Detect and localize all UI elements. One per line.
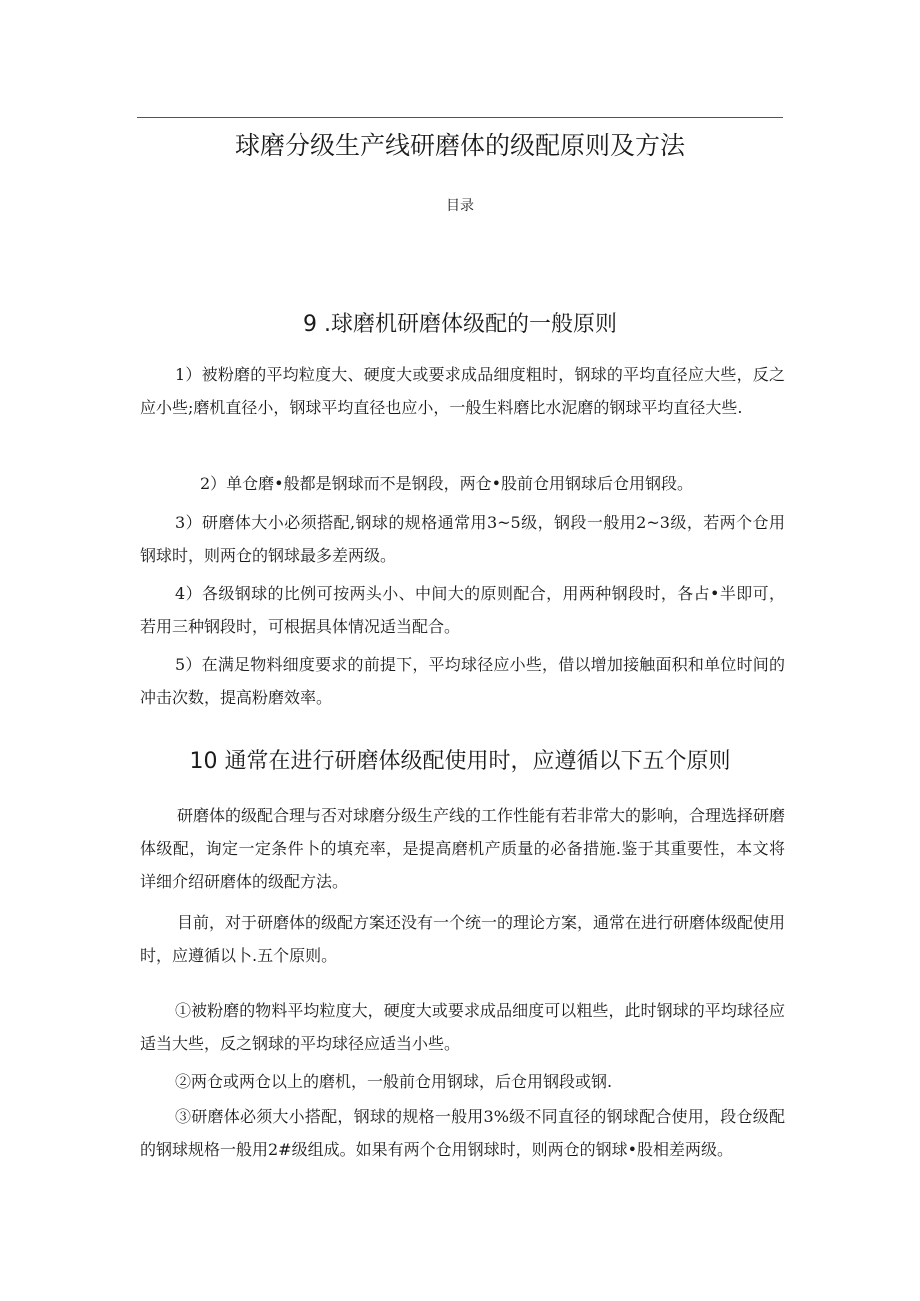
section-heading-general-principles: 9 .球磨机研磨体级配的一般原则	[303, 312, 617, 337]
document-title: 球磨分级生产线研磨体的级配原则及方法	[234, 131, 685, 160]
paragraph-principle-1: 1）被粉磨的平均粒度大、硬度大或要求成品细度粗时，钢球的平均直径应大些，反之应小些;磨机直径小，钢球平均直径也应小，一般生料磨比水泥磨的钢球平均直径大些.	[140, 365, 785, 417]
toc-label: 目录	[446, 198, 474, 214]
paragraph-principle-5: 5）在满足物料细度要求的前提下，平均球径应小些，借以增加接触面积和单位时间的冲击次数，提高粉磨效率。	[140, 655, 785, 707]
section-heading-five-principles: 10 通常在进行研磨体级配使用时，应遵循以下五个原则	[189, 749, 731, 774]
paragraph-principle-4: 4）各级钢球的比例可按两头小、中间大的原则配合，用两种钢段时，各占•半即可，若用三种钢段时，可根据具体情况适当配合。	[140, 584, 785, 636]
paragraph-current-status: 目前，对于研磨体的级配方案还没有一个统一的理论方案，通常在进行研磨体级配使用时，应遵循以卜.五个原则。	[140, 913, 786, 965]
paragraph-intro: 研磨体的级配合理与否对球磨分级生产线的工作性能有若非常大的影响，合理选择研磨体级配，询定一定条件卜的填充率，是提高磨机产质量的必备措施.鉴于其重要性，本文将详细介绍研磨体的级配方法。	[140, 806, 786, 891]
paragraph-rule-2: ②两仓或两仓以上的磨机，一般前仓用钢球，后仓用钢段或钢.	[175, 1072, 613, 1091]
paragraph-principle-3: 3）研磨体大小必须搭配,钢球的规格通常用3~5级，钢段一般用2~3级，若两个仓用钢球时，则两仓的钢球最多差两级。	[140, 513, 785, 565]
paragraph-principle-2: 2）单仓磨•般都是钢球而不是钢段，两仓•股前仓用钢球后仓用钢段。	[200, 474, 694, 493]
header-rule	[137, 117, 783, 118]
paragraph-rule-1: ①被粉磨的物料平均粒度大，硬度大或要求成品细度可以粗些，此时钢球的平均球径应适当大些，反之钢球的平均球径应适当小些。	[140, 1001, 785, 1053]
paragraph-rule-3: ③研磨体必须大小搭配，钢球的规格一般用3%级不同直径的钢球配合使用，段仓级配的钢球规格一般用2#级组成。如果有两个仓用钢球时，则两仓的钢球•股相差两级。	[140, 1107, 785, 1159]
